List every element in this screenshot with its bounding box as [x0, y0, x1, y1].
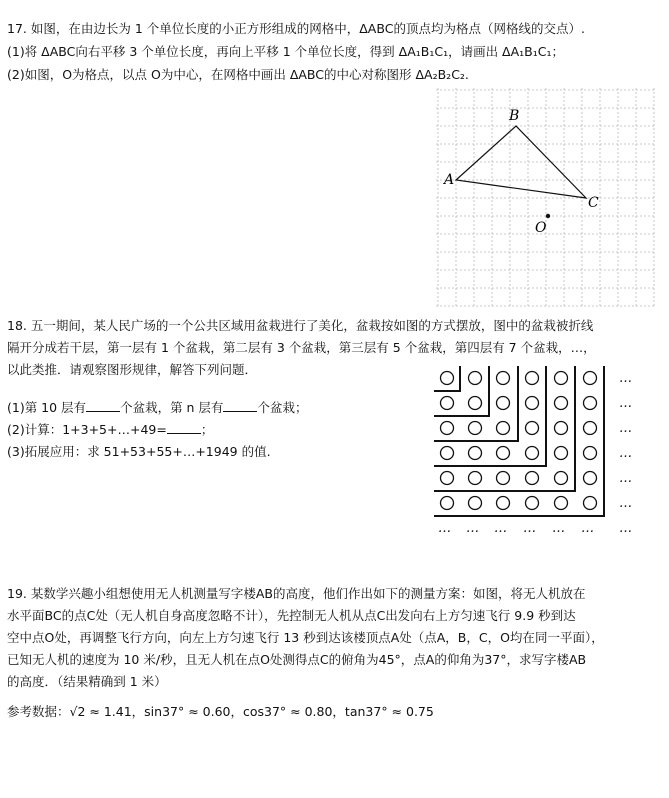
label-o: O [535, 220, 547, 236]
q19-line-2: 水平面BC的点C处（无人机自身高度忽略不计），先控制无人机从点C出发向右上方匀速飞行 9.9 秒到达 [7, 608, 576, 623]
label-b: B [509, 108, 520, 124]
answer-blank-2[interactable] [223, 399, 257, 412]
answer-blank-1[interactable] [86, 399, 120, 412]
q18-plant-figure [434, 366, 646, 536]
dots-col-1: … [438, 521, 451, 536]
dots-col-5: … [552, 521, 565, 536]
dots-row-6: … [619, 496, 632, 511]
dots-row-2: … [619, 396, 632, 411]
q18-part-1-c: 个盆栽； [257, 400, 308, 415]
dots-row-1: … [619, 371, 632, 386]
dots-col-2: … [466, 521, 479, 536]
q18-part-1-b: 个盆栽，第 n 层有 [120, 400, 224, 415]
q18-part-2 [7, 421, 213, 439]
q19-reference-data: 参考数据：√2 ≈ 1.41，sin37° ≈ 0.60，cos37° ≈ 0.80，tan37° ≈ 0.75 [7, 704, 434, 719]
q19-line-5: 的高度．（结果精确到 1 米） [7, 674, 167, 689]
grid-lines [436, 88, 656, 308]
dots-row-3: … [619, 421, 632, 436]
q17-grid-figure [436, 88, 662, 310]
dots-row-5: … [619, 471, 632, 486]
dots-col-6: … [581, 521, 594, 536]
q18-line-1: 18. 五一期间，某人民广场的一个公共区域用盆栽进行了美化，盆栽按如图的方式摆放，图中的盆栽被折线 [7, 318, 594, 333]
point-o [546, 214, 550, 218]
dots-row-4: … [619, 446, 632, 461]
q19-line-4: 已知无人机的速度为 10 米/秒，且无人机在点O处测得点C的俯角为45°，点A的仰角为37°，求写字楼AB [7, 652, 587, 667]
dots-col-4: … [523, 521, 536, 536]
q19-line-3: 空中点O处，再调整飞行方向，向左上方匀速飞行 13 秒到达该楼顶点A处（点A，B，C，O均在同一平面）， [7, 630, 604, 645]
q18-part-2-b: ； [200, 422, 214, 437]
label-c: C [588, 195, 599, 211]
label-a: A [444, 172, 455, 188]
q17-line-3: (2)如图，O为格点，以点 O为中心，在网格中画出 ΔABC的中心对称图形 ΔA₂B₂C₂. [7, 67, 469, 82]
q19-line-1: 19. 某数学兴趣小组想使用无人机测量写字楼AB的高度，他们作出如下的测量方案：如图，将无人机放在 [7, 586, 586, 601]
q18-part-2-a: (2)计算：1+3+5+…+49= [7, 422, 167, 437]
q18-part-3: (3)拓展应用：求 51+53+55+…+1949 的值. [7, 444, 271, 459]
q18-line-2: 隔开分成若干层，第一层有 1 个盆栽，第二层有 3 个盆栽，第三层有 5 个盆栽，第四层有 7 个盆栽，…， [7, 340, 596, 355]
dots-col-3: … [494, 521, 507, 536]
q17-line-1: 17. 如图，在由边长为 1 个单位长度的小正方形组成的网格中，ΔABC的顶点均为格点（网格线的交点）. [7, 21, 585, 36]
q18-part-1 [7, 399, 307, 417]
q18-line-3: 以此类推．请观察图形规律，解答下列问题． [7, 362, 258, 377]
dots-corner: … [619, 521, 632, 536]
answer-blank-3[interactable] [167, 421, 201, 434]
q17-line-2: (1)将 ΔABC向右平移 3 个单位长度，再向上平移 1 个单位长度，得到 ΔA₁B₁C₁，请画出 ΔA₁B₁C₁； [7, 44, 564, 59]
q18-part-1-a: (1)第 10 层有 [7, 400, 87, 415]
